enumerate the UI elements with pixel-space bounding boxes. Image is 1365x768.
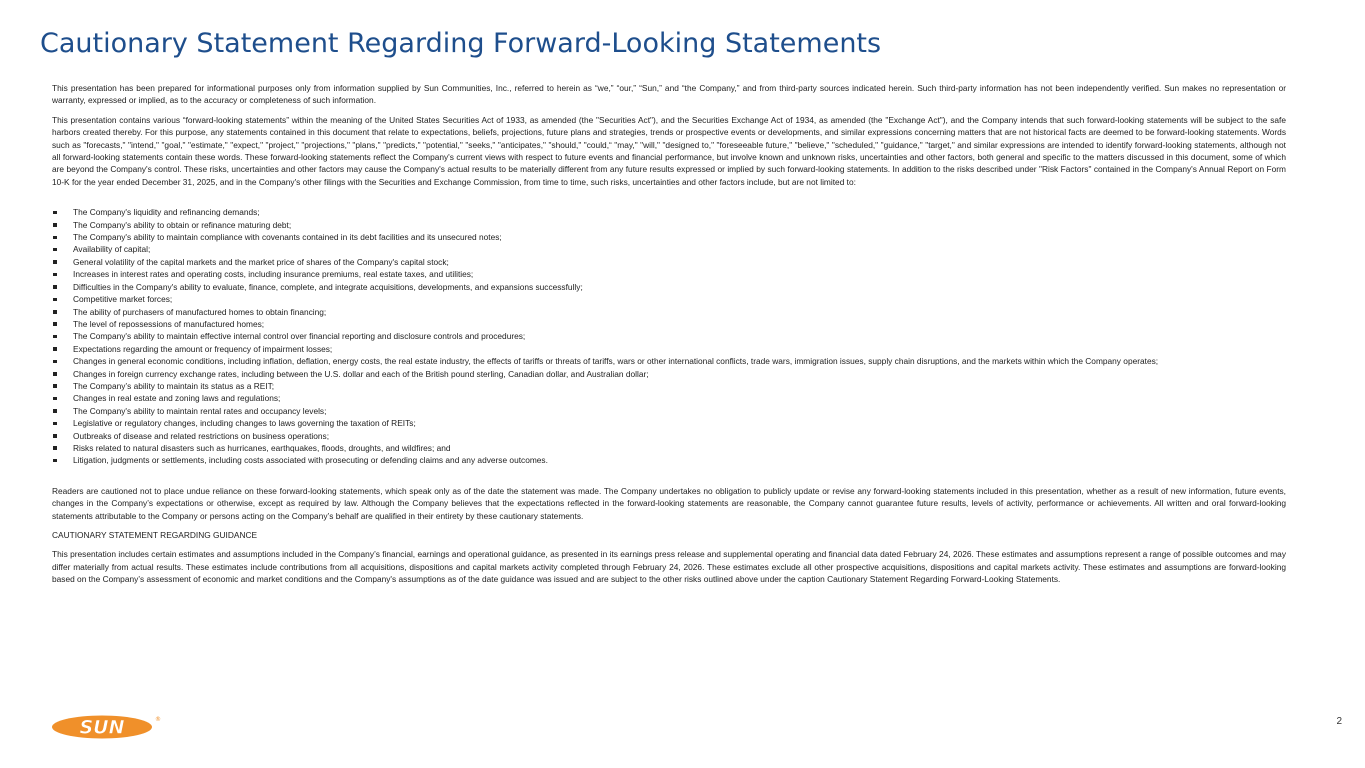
sun-logo-icon bbox=[52, 712, 162, 742]
square-bullet-icon bbox=[53, 236, 57, 240]
risk-factor-item bbox=[52, 306, 1286, 318]
risk-factor-item bbox=[52, 405, 1286, 417]
risk-factor-text: Risks related to natural disasters such as hurricanes, earthquakes, floods, droughts, and wildfires; and bbox=[73, 442, 451, 453]
square-bullet-icon bbox=[53, 459, 57, 463]
square-bullet-icon bbox=[53, 409, 57, 413]
risk-factor-item bbox=[52, 355, 1286, 367]
risk-factor-item bbox=[52, 330, 1286, 342]
forward-looking-paragraph: This presentation contains various “forward-looking statements” within the meaning of the United States Securities Act of 1933, as amended (the "Securities Act"), and the Securities Exchange Act of 1934, as amended (the "Exchange Act"), and the Company intends that such forward-looking statements will be subject to the safe harbors created thereby. For this purpose, any statements contained in this document that relate to expectations, beliefs, projections, future plans and strategies, trends or prospective events or developments, and similar expressions concerning matters that are not historical facts are deemed to be forward-looking statements. Words such as "forecasts," "intend," "goal," "estimate," "expect," "project," "projections," "plans," "predicts," "potential," "seeks," "anticipates," "should," "could,“ "may," "will," "designed to," "foreseeable future," "believe," "scheduled," "guidance," "target," and similar expressions are intended to identify forward-looking statements, although not all forward-looking statements contain these words. These forward-looking statements reflect the Company's current views with respect to future events and financial performance, but involve known and unknown risks, uncertainties and other factors, both general and specific to the matters discussed in this document, some of which are beyond the Company's control. These risks, uncertainties and other factors may cause the Company's actual results to be materially different from any future results expressed or implied by such forward-looking statements. In addition to the risks described under "Risk Factors" contained in the Company's Annual Report on Form 10-K for the year ended December 31, 2025, and in the Company's other filings with the Securities and Exchange Commission, from time to time, such risks, uncertainties and other factors include, but are not limited to: bbox=[52, 114, 1286, 187]
intro-paragraph: This presentation has been prepared for informational purposes only from information supplied by Sun Communities, Inc., referred to herein as “we,” “our,” “Sun,” and “the Company,” and from third-party sources indicated herein. Such third-party information has not been independently verified. Sun makes no representation or warranty, expressed or implied, as to the accuracy or completeness of such information. bbox=[52, 83, 1286, 106]
risk-factor-text: Changes in real estate and zoning laws and regulations; bbox=[73, 393, 281, 404]
risk-factor-text: Changes in general economic conditions, including inflation, deflation, energy costs, the real estate industry, the effects of tariffs or threats of tariffs, wars or other international conflicts, trade wars, immigration issues, supply chain disruptions, and the markets within which the Company operates; bbox=[73, 356, 1159, 367]
risk-factor-text: The Company's ability to obtain or refinance maturing debt; bbox=[73, 219, 292, 230]
risk-factor-item bbox=[52, 454, 1286, 466]
sun-communities-logo bbox=[52, 712, 162, 742]
disclaimer-body bbox=[52, 82, 1286, 586]
risk-factor-text: The Company's ability to maintain effective internal control over financial reporting and disclosure controls and procedures; bbox=[73, 331, 526, 342]
risk-factor-text: Outbreaks of disease and related restrictions on business operations; bbox=[73, 430, 330, 441]
risk-factor-item bbox=[52, 219, 1286, 231]
square-bullet-icon bbox=[53, 347, 57, 351]
risk-factor-item bbox=[52, 268, 1286, 280]
risk-factor-item bbox=[52, 206, 1286, 218]
risk-factor-item bbox=[52, 380, 1286, 392]
risk-factor-item bbox=[52, 392, 1286, 404]
risk-factor-item bbox=[52, 318, 1286, 330]
risk-factors-list bbox=[52, 206, 1286, 467]
risk-factor-item bbox=[52, 243, 1286, 255]
square-bullet-icon bbox=[53, 310, 57, 314]
square-bullet-icon bbox=[53, 372, 57, 376]
square-bullet-icon bbox=[53, 397, 57, 401]
risk-factor-text: Availability of capital; bbox=[73, 244, 151, 255]
page-number: 2 bbox=[1336, 716, 1342, 727]
square-bullet-icon bbox=[53, 211, 57, 215]
risk-factor-item bbox=[52, 231, 1286, 243]
risk-factor-item bbox=[52, 281, 1286, 293]
square-bullet-icon bbox=[53, 335, 57, 339]
risk-factor-item bbox=[52, 256, 1286, 268]
square-bullet-icon bbox=[53, 298, 57, 302]
square-bullet-icon bbox=[53, 422, 57, 426]
risk-factor-text: Increases in interest rates and operating costs, including insurance premiums, real estate taxes, and utilities; bbox=[73, 269, 474, 280]
risk-factor-text: The Company's ability to maintain rental rates and occupancy levels; bbox=[73, 405, 327, 416]
logo-wordmark: SUN bbox=[79, 716, 125, 739]
risk-factor-item bbox=[52, 293, 1286, 305]
square-bullet-icon bbox=[53, 384, 57, 388]
risk-factor-item bbox=[52, 343, 1286, 355]
risk-factor-text: Changes in foreign currency exchange rates, including between the U.S. dollar and each of the British pound sterling, Canadian dollar, and Australian dollar; bbox=[73, 368, 649, 379]
risk-factor-text: Legislative or regulatory changes, including changes to laws governing the taxation of REITs; bbox=[73, 418, 416, 429]
risk-factor-text: Difficulties in the Company's ability to evaluate, finance, complete, and integrate acquisitions, developments, and expansions successfully; bbox=[73, 281, 583, 292]
risk-factor-text: Litigation, judgments or settlements, including costs associated with prosecuting or defending claims and any adverse outcomes. bbox=[73, 455, 548, 466]
square-bullet-icon bbox=[53, 223, 57, 227]
page-title: Cautionary Statement Regarding Forward-Looking Statements bbox=[40, 28, 882, 59]
logo-trademark: ® bbox=[155, 716, 161, 723]
risk-factor-item bbox=[52, 442, 1286, 454]
guidance-heading: CAUTIONARY STATEMENT REGARDING GUIDANCE bbox=[52, 530, 258, 540]
square-bullet-icon bbox=[53, 285, 57, 289]
square-bullet-icon bbox=[53, 322, 57, 326]
readers-caution-paragraph: Readers are cautioned not to place undue reliance on these forward-looking statements, which speak only as of the date the statement was made. The Company undertakes no obligation to publicly update or revise any forward-looking statements included in this presentation, whether as a result of new information, future events, changes in the Company’s expectations or otherwise, except as required by law. Although the Company believes that the expectations reflected in the forward-looking statements are reasonable, the Company cannot guarantee future results, levels of activity, performance or achievements. All written and oral forward-looking statements attributable to the Company or persons acting on the Company’s behalf are qualified in their entirety by these cautionary statements. bbox=[52, 485, 1286, 521]
square-bullet-icon bbox=[53, 260, 57, 264]
risk-factor-text: Expectations regarding the amount or frequency of impairment losses; bbox=[73, 343, 333, 354]
risk-factor-text: General volatility of the capital markets and the market price of shares of the Company's capital stock; bbox=[73, 256, 449, 267]
square-bullet-icon bbox=[53, 446, 57, 450]
square-bullet-icon bbox=[53, 360, 57, 364]
risk-factor-item bbox=[52, 368, 1286, 380]
square-bullet-icon bbox=[53, 273, 57, 277]
risk-factor-text: The Company's liquidity and refinancing demands; bbox=[73, 207, 260, 218]
square-bullet-icon bbox=[53, 248, 57, 252]
risk-factor-text: The level of repossessions of manufactured homes; bbox=[73, 318, 265, 329]
risk-factor-item bbox=[52, 430, 1286, 442]
risk-factor-text: The Company's ability to maintain compliance with covenants contained in its debt facilities and its unsecured notes; bbox=[73, 232, 502, 243]
guidance-paragraph: This presentation includes certain estimates and assumptions included in the Company’s financial, earnings and operational guidance, as presented in its earnings press release and supplemental operating and financial data dated February 24, 2026. These estimates and assumptions represent a range of possible outcomes and may differ materially from actual results. These estimates include contributions from all acquisitions, dispositions and capital markets activity completed through February 24, 2026. These estimates exclude all other prospective acquisitions, dispositions and capital markets activity. These estimates and assumptions are forward-looking based on the Company’s assessment of economic and market conditions and the Company's assumptions as of the date guidance was issued and are subject to the other risks outlined above under the caption Cautionary Statement Regarding Forward-Looking Statements. bbox=[52, 549, 1286, 585]
risk-factor-text: The ability of purchasers of manufactured homes to obtain financing; bbox=[73, 306, 327, 317]
risk-factor-item bbox=[52, 417, 1286, 429]
square-bullet-icon bbox=[53, 434, 57, 438]
risk-factor-text: The Company’s ability to maintain its status as a REIT; bbox=[73, 380, 275, 391]
risk-factor-text: Competitive market forces; bbox=[73, 294, 173, 305]
